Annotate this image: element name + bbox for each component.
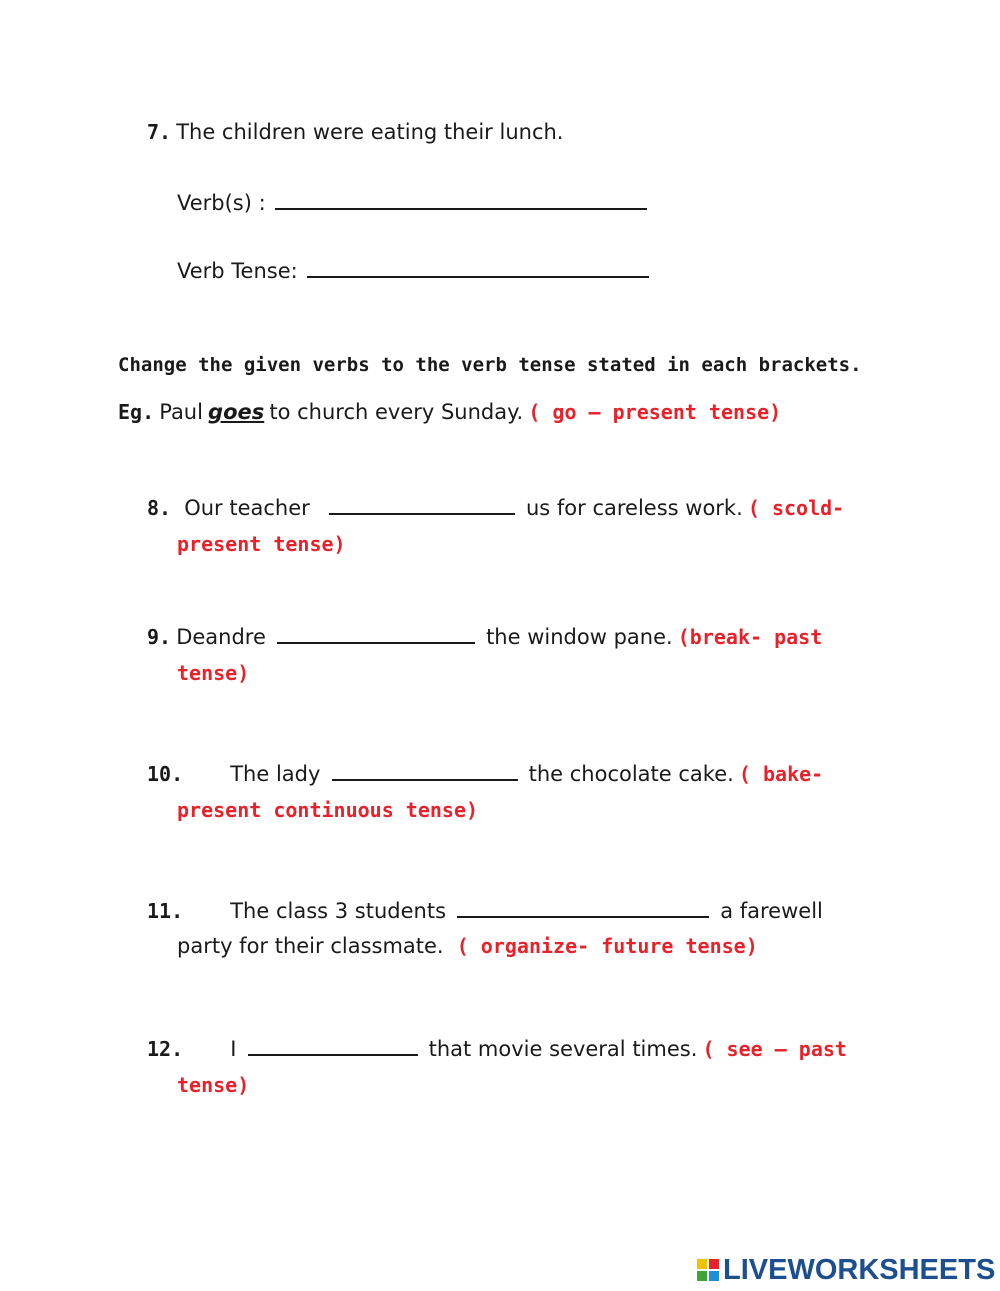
question-sentence: The children were eating their lunch. (176, 120, 564, 144)
question-number: 8. (147, 496, 172, 520)
tense-row (177, 258, 655, 283)
verbs-label: Verb(s) : (177, 191, 266, 215)
question-7 (147, 120, 563, 144)
question-8 (147, 495, 844, 520)
question-text-before: Our teacher (184, 496, 310, 520)
tense-hint-continued: tense) (177, 661, 250, 685)
answer-blank[interactable] (457, 898, 709, 918)
answer-blank[interactable] (332, 761, 518, 781)
example-prefix: Eg. (118, 400, 155, 424)
question-text-continued: party for their classmate. (177, 934, 444, 958)
tense-hint: ( scold- (747, 496, 845, 520)
question-text-before: Deandre (176, 625, 266, 649)
tense-hint: (break- past (677, 625, 823, 649)
question-12-line2 (177, 1073, 249, 1097)
tense-answer-blank[interactable] (307, 258, 649, 278)
question-text-after: the window pane. (486, 625, 673, 649)
question-10-line2 (177, 798, 478, 822)
question-number: 11. (147, 899, 184, 923)
tense-hint: ( see – past (702, 1037, 847, 1061)
question-text-after: that movie several times. (428, 1037, 698, 1061)
question-9 (147, 624, 822, 649)
question-number: 9. (147, 625, 172, 649)
example-row (118, 400, 781, 424)
tense-label: Verb Tense: (177, 259, 298, 283)
example-verb: goes (208, 400, 265, 424)
question-text-before: The class 3 students (230, 899, 447, 923)
question-text-after: us for careless work. (525, 496, 743, 520)
question-12 (147, 1036, 847, 1061)
answer-blank[interactable] (277, 624, 475, 644)
tense-hint: ( organize- future tense) (456, 934, 758, 958)
verbs-answer-blank[interactable] (275, 190, 647, 210)
liveworksheets-logo (697, 1253, 995, 1287)
instruction-heading: Change the given verbs to the verb tense stated in each brackets. (118, 354, 862, 376)
question-11-line2 (177, 934, 758, 958)
logo-blocks-icon (697, 1259, 719, 1281)
example-before: Paul (159, 400, 203, 424)
question-text-after: a farewell (720, 899, 823, 923)
question-11 (147, 898, 823, 923)
example-after: to church every Sunday. (269, 400, 524, 424)
tense-hint: ( bake- (738, 762, 824, 786)
logo-text: LIVEWORKSHEETS (723, 1253, 996, 1286)
question-text-after: the chocolate cake. (528, 762, 734, 786)
verbs-row (177, 190, 653, 215)
question-number: 12. (147, 1037, 184, 1061)
question-text-before: The lady (230, 762, 321, 786)
question-8-line2 (177, 532, 346, 556)
question-number: 7. (147, 120, 172, 144)
question-text-before: I (230, 1037, 237, 1061)
example-hint: ( go – present tense) (528, 400, 782, 424)
question-10 (147, 761, 823, 786)
tense-hint-continued: tense) (177, 1073, 250, 1097)
question-number: 10. (147, 762, 184, 786)
tense-hint-continued: present tense) (177, 532, 346, 556)
question-9-line2 (177, 661, 249, 685)
tense-hint-continued: present continuous tense) (177, 798, 479, 822)
answer-blank[interactable] (248, 1036, 418, 1056)
answer-blank[interactable] (329, 495, 515, 515)
